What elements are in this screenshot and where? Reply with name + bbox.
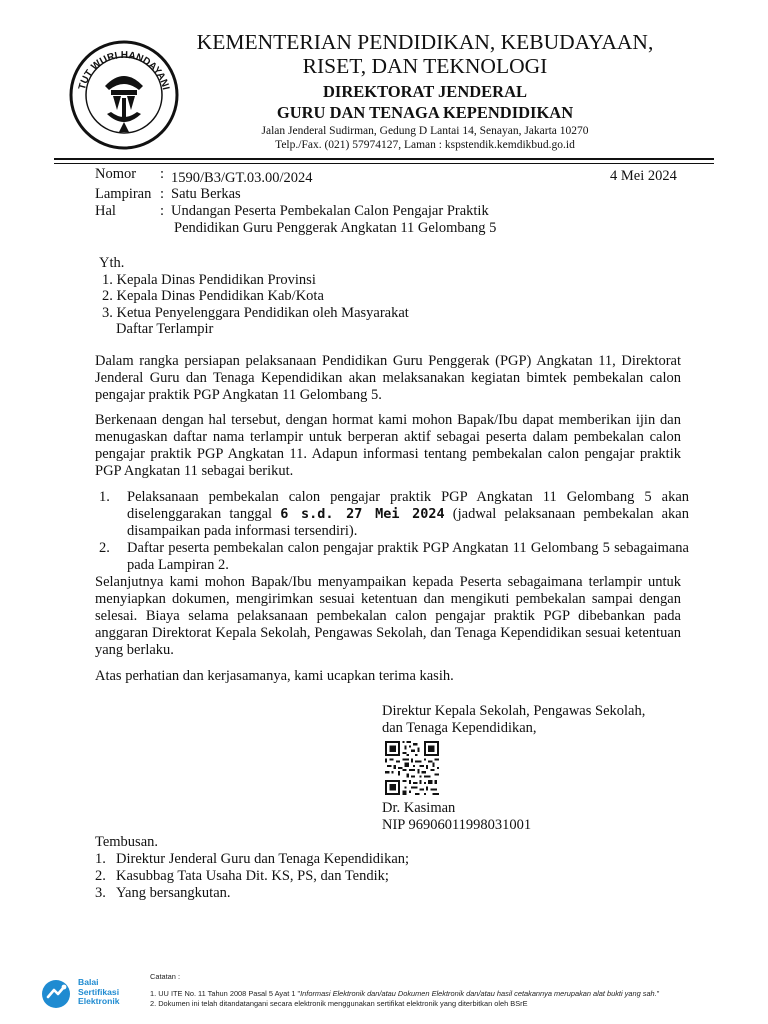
ministry-line-2: RISET, DAN TEKNOLOGI bbox=[302, 54, 548, 78]
list-item-1-text-before: Pelaksanaan pembekalan calon pengajar praktik PGP Angkatan 11 Gelombang 5 akan diselenggarakan tanggal bbox=[127, 489, 689, 522]
letterhead-rule-thin bbox=[54, 163, 714, 164]
letterhead-phone-website: Telp./Fax. (021) 57974127, Laman : kspstendik.kemdikbud.go.id bbox=[275, 139, 575, 151]
footer-note-1 bbox=[150, 989, 659, 999]
recipient-3: 3. Ketua Penyelenggara Pendidikan oleh Masyarakat bbox=[102, 305, 409, 321]
ministry-name bbox=[190, 30, 660, 78]
footer-note-1-quote: Informasi Elektronik dan/atau Dokumen Elektronik dan/atau hasil cetakannya merupakan alat bukti yang sah. bbox=[300, 989, 657, 998]
paragraph-3: Selanjutnya kami mohon Bapak/Ibu menyampaikan kepada Peserta sebagaimana terlampir untuk menyiapkan dokumen, mengirimkan sesuai ketentuan dan mengikuti pembekalan sampai dengan selesai. Biaya selama pelaksanaan pembekalan calon pengajar praktik PGP dibebankan pada anggaran Direktorat Kepala Sekolah, Pengawas Sekolah, dan Tenaga Kependidikan sesuai ketentuan yang berlaku. bbox=[95, 574, 681, 658]
signatory-name: Dr. Kasiman bbox=[382, 800, 456, 816]
footer-note-2: 2. Dokumen ini telah ditandatangani secara elektronik menggunakan sertifikat elektronik yang diterbitkan oleh BSrE bbox=[150, 999, 528, 1008]
list-item-1-number: 1. bbox=[99, 489, 110, 505]
letterhead-address: Jalan Jenderal Sudirman, Gedung D Lantai 14, Senayan, Jakarta 10270 bbox=[261, 125, 589, 137]
bsre-emblem-icon bbox=[40, 978, 72, 1010]
lampiran-label: Lampiran bbox=[95, 186, 152, 202]
lampiran-value: Satu Berkas bbox=[171, 186, 241, 202]
paragraph-2: Berkenaan dengan hal tersebut, dengan hormat kami mohon Bapak/Ibu dapat memberikan ijin dan menugaskan daftar nama terlampir untuk berperan aktif sebagai peserta dalam pembekalan calon pengajar praktik PGP Angkatan 11. Adapun informasi tentang pembekalan calon pengajar praktik PGP Angkatan 11 sebagai berikut. bbox=[95, 412, 681, 479]
list-item-1-text-after: (jadwal pelaksanaan pembekalan akan disampaikan pada informasi tersendiri). bbox=[127, 506, 689, 539]
list-item-1 bbox=[127, 489, 689, 540]
bsre-name-line-2: Sertifikasi bbox=[78, 986, 120, 997]
recipient-2: 2. Kepala Dinas Pendidikan Kab/Kota bbox=[102, 288, 324, 304]
tembusan-3-number: 3. bbox=[95, 885, 106, 901]
paragraph-1: Dalam rangka persiapan pelaksanaan Pendidikan Guru Penggerak (PGP) Angkatan 11, Direktorat Jenderal Guru dan Tenaga Kependidikan akan melaksanakan kegiatan bimtek pembekalan calon pengajar praktik PGP Angkatan 11 Gelombang 5. bbox=[95, 353, 681, 403]
list-item-2: Daftar peserta pembekalan calon pengajar praktik PGP Angkatan 11 Gelombang 5 sebagaimana pada Lampiran 2. bbox=[127, 540, 689, 573]
nomor-value: 1590/B3/GT.03.00/2024 bbox=[171, 170, 313, 186]
signatory-title-line-2: dan Tenaga Kependidikan, bbox=[382, 720, 537, 736]
signatory-nip: NIP 96906011998031001 bbox=[382, 817, 532, 833]
footer-note-1-prefix: 1. UU ITE No. 11 Tahun 2008 Pasal 5 Ayat 1 " bbox=[150, 989, 301, 998]
lampiran-colon: : bbox=[160, 186, 165, 202]
directorate-line-2: GURU DAN TENAGA KEPENDIDIKAN bbox=[276, 103, 574, 122]
tembusan-label: Tembusan. bbox=[95, 834, 159, 850]
tembusan-1: Direktur Jenderal Guru dan Tenaga Kependidikan; bbox=[116, 851, 410, 867]
directorate-line-1: DIREKTORAT JENDERAL bbox=[322, 82, 527, 101]
recipient-1: 1. Kepala Dinas Pendidikan Provinsi bbox=[102, 272, 316, 288]
hal-line-1: Undangan Peserta Pembekalan Calon Pengajar Praktik bbox=[171, 203, 489, 219]
bsre-name-line-1: Balai bbox=[78, 977, 99, 987]
footer-note-1-close: " bbox=[656, 989, 660, 998]
letterhead-rule-thick bbox=[54, 158, 714, 160]
signature-qr-code bbox=[385, 741, 439, 795]
recipient-note: Daftar Terlampir bbox=[116, 321, 214, 337]
nomor-colon: : bbox=[160, 166, 165, 182]
directorate-name bbox=[190, 81, 660, 123]
recipient-yth: Yth. bbox=[99, 255, 125, 271]
svg-text:TUT WURI HANDAYANI bbox=[77, 50, 171, 91]
bsre-name-line-3: Elektronik bbox=[78, 996, 120, 1007]
letterhead-contact bbox=[190, 124, 660, 152]
tembusan-3: Yang bersangkutan. bbox=[116, 885, 231, 901]
hal-colon: : bbox=[160, 203, 165, 219]
tut-wuri-handayani-logo bbox=[67, 38, 181, 152]
paragraph-4: Atas perhatian dan kerjasamanya, kami ucapkan terima kasih. bbox=[95, 668, 454, 684]
catatan-label: Catatan : bbox=[150, 972, 180, 981]
nomor-label: Nomor bbox=[95, 166, 137, 182]
hal-label: Hal bbox=[95, 203, 116, 219]
hal-line-2: Pendidikan Guru Penggerak Angkatan 11 Gelombang 5 bbox=[174, 220, 497, 236]
list-item-2-number: 2. bbox=[99, 540, 110, 556]
signatory-title-line-1: Direktur Kepala Sekolah, Pengawas Sekolah, bbox=[382, 703, 646, 719]
tembusan-2: Kasubbag Tata Usaha Dit. KS, PS, dan Tendik; bbox=[116, 868, 389, 884]
logo-motto: TUT WURI HANDAYANI bbox=[76, 49, 172, 92]
ministry-line-1: KEMENTERIAN PENDIDIKAN, KEBUDAYAAN, bbox=[196, 30, 654, 54]
letter-date: 4 Mei 2024 bbox=[610, 168, 677, 184]
list-item-1-date-range: 6 s.d. 27 Mei 2024 bbox=[280, 506, 445, 522]
tembusan-2-number: 2. bbox=[95, 868, 106, 884]
bsre-logo bbox=[40, 976, 160, 1012]
tembusan-1-number: 1. bbox=[95, 851, 106, 867]
